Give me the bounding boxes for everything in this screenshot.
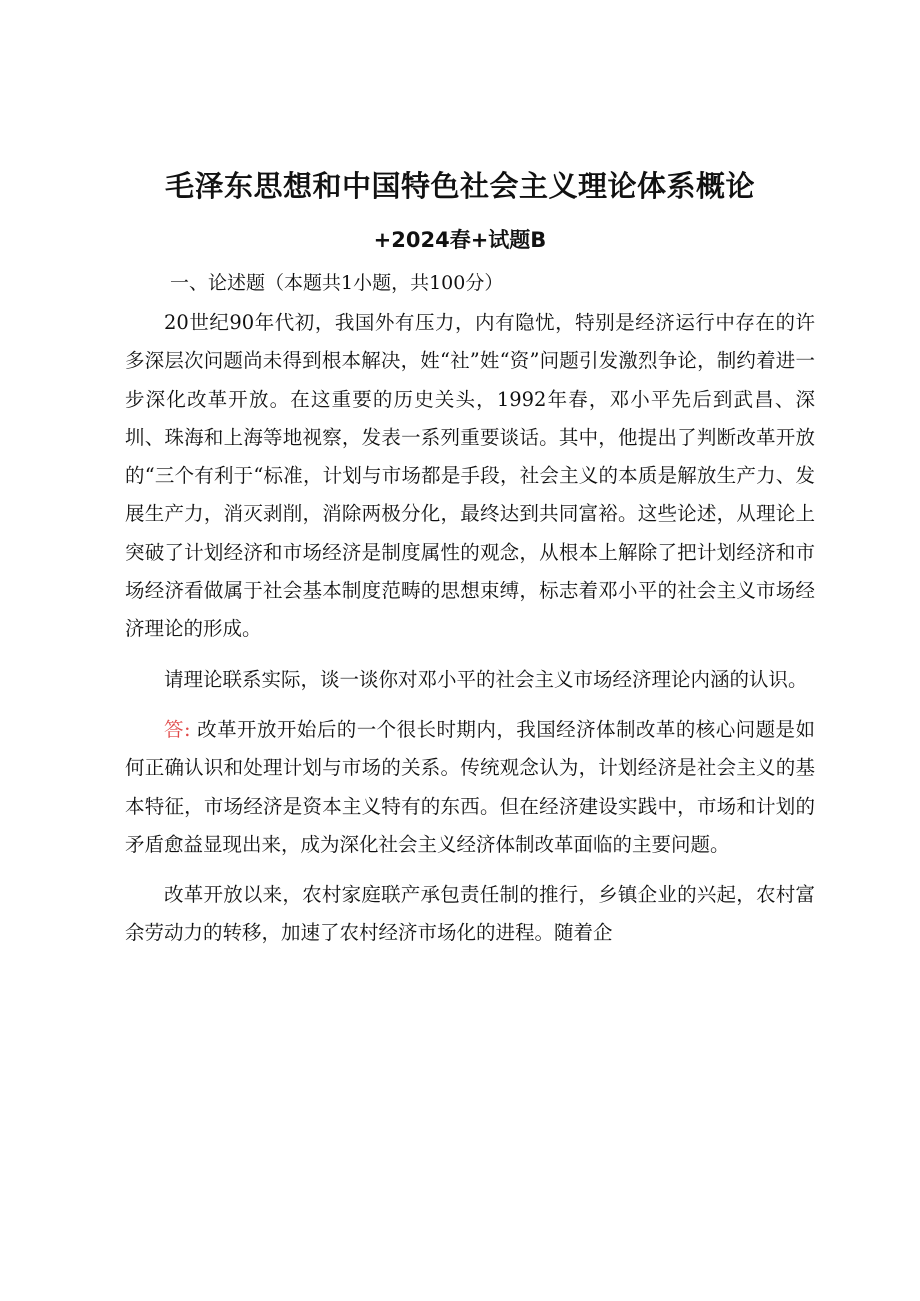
document-subtitle: +2024春+试题B [373, 228, 547, 252]
document-title: 毛泽东思想和中国特色社会主义理论体系概论 [164, 169, 755, 203]
answer-label: 答: [164, 717, 191, 741]
document-body [125, 304, 815, 965]
question-paragraph-1: 20世纪90年代初，我国外有压力，内有隐忧，特别是经济运行中存在的许多深层次问题尚未得到根本解决，姓“社”姓“资”问题引发激烈争论，制约着进一步深化改革开放。在这重要的历史关头，1992年春，邓小平先后到武昌、深圳、珠海和上海等地视察，发表一系列重要谈话。其中，他提出了判断改革开放的“三个有利于“标准，计划与市场都是手段，社会主义的本质是解放生产力、发展生产力，消灭剥削，消除两极分化，最终达到共同富裕。这些论述，从理论上突破了计划经济和市场经济是制度属性的观念，从根本上解除了把计划经济和市场经济看做属于社会基本制度范畴的思想束缚，标志着邓小平的社会主义市场经济理论的形成。 [125, 311, 815, 641]
question-paragraph-2: 请理论联系实际，谈一谈你对邓小平的社会主义市场经济理论内涵的认识。 [164, 667, 808, 691]
answer-paragraph-1 [125, 711, 815, 864]
answer-paragraph-2: 改革开放以来，农村家庭联产承包责任制的推行，乡镇企业的兴起，农村富余劳动力的转移，加速了农村经济市场化的进程。随着企 [125, 883, 815, 945]
section-heading: 一、论述题（本题共1小题，共100分） [170, 272, 504, 294]
answer-paragraph-1-text: 改革开放开始后的一个很长时期内，我国经济体制改革的核心问题是如何正确认识和处理计划与市场的关系。传统观念认为，计划经济是社会主义的基本特征，市场经济是资本主义特有的东西。但在经济建设实践中，市场和计划的矛盾愈益显现出来，成为深化社会主义经济体制改革面临的主要问题。 [125, 717, 815, 856]
